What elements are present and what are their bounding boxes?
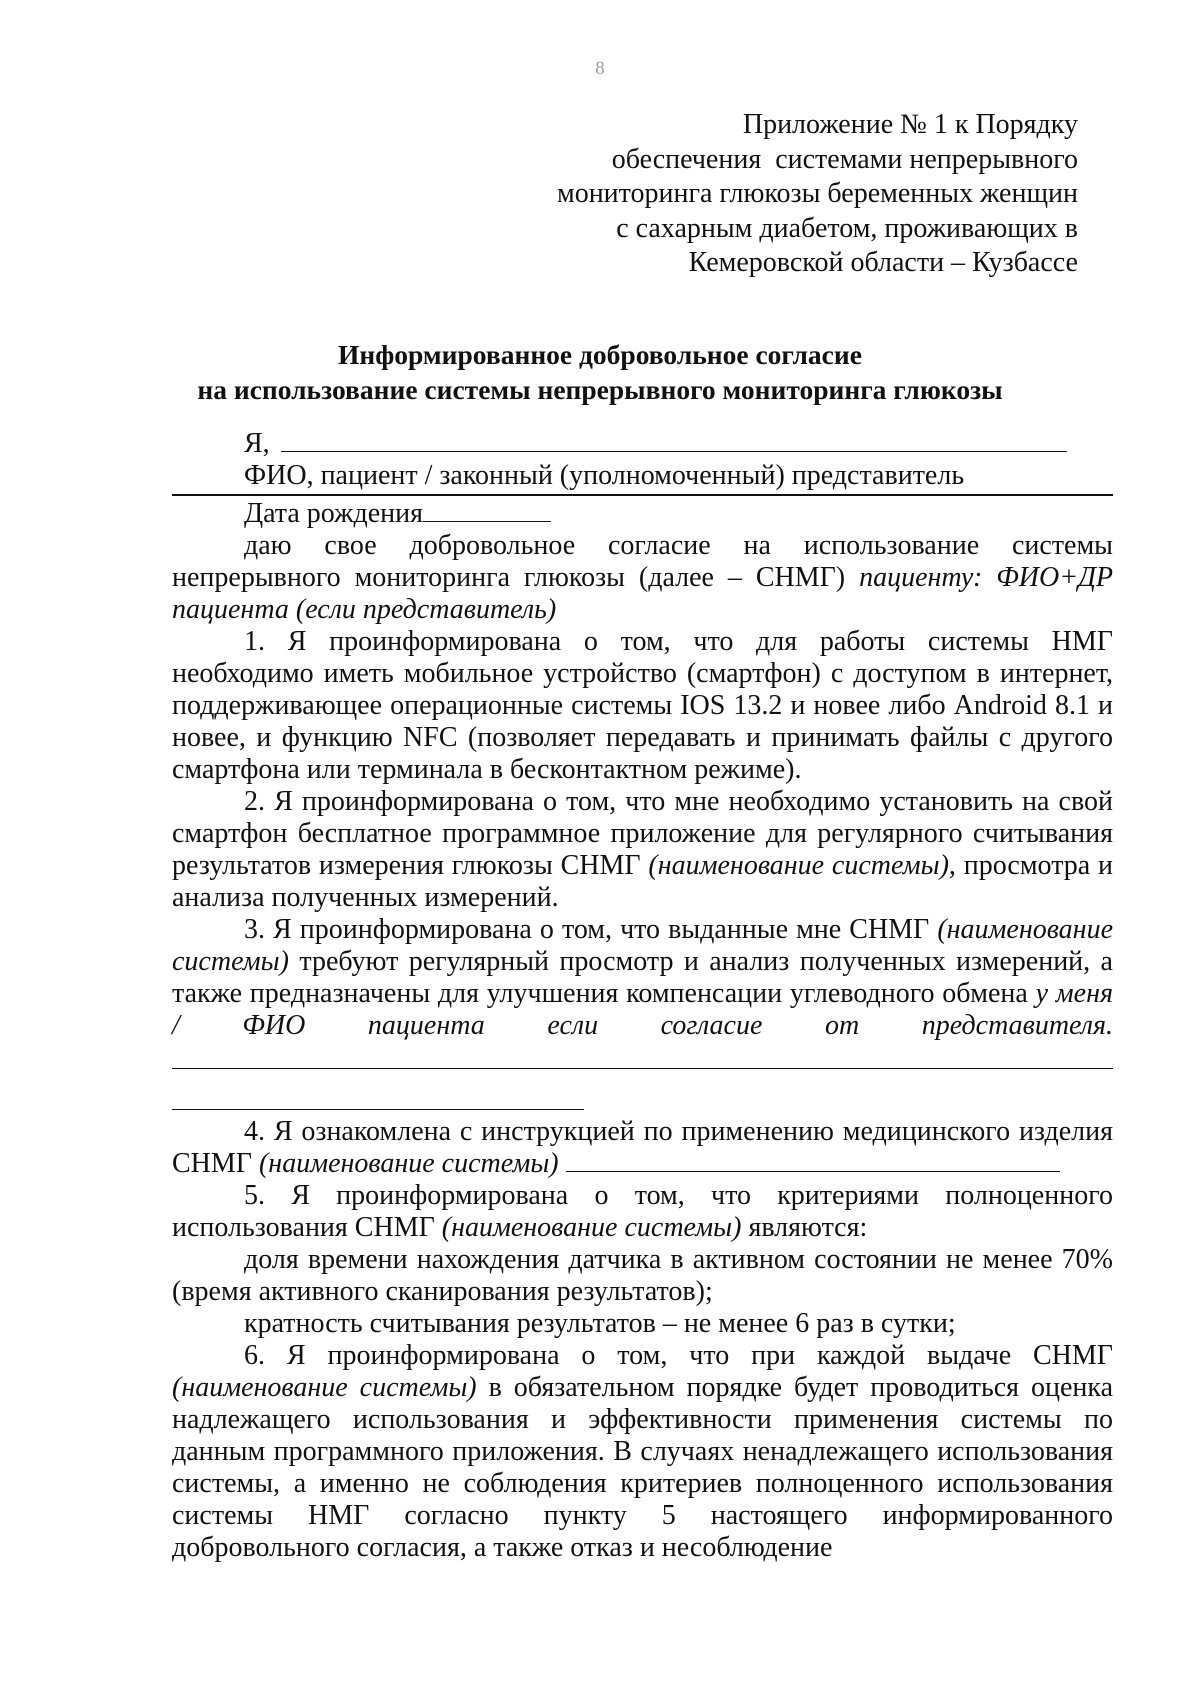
page-number: 8	[595, 58, 605, 79]
item-6-text-end: в обязательном порядке будет проводиться оценка надлежащего использования и эффективности применения системы по данным программного приложения. В случаях ненадлежащего использования системы, а именно не соблюдения критериев полноценного использования системы НМГ согласно пункту 5 настоящего информированного добровольного согласия, а также отказ и несоблюдение	[172, 1372, 1113, 1563]
ya-label: Я,	[244, 428, 270, 459]
consent-italic: пациенту: ФИО+ДР пациента (если представитель)	[172, 562, 1114, 625]
consent-paragraph	[172, 530, 1113, 626]
item-3-text-mid: требуют регулярный просмотр и анализ полученных измерений, а также предназначены для улучшения компенсации углеводного обмена	[172, 946, 1113, 1009]
item-2	[172, 786, 1113, 914]
item-3-italic: (наименование системы)	[172, 914, 1113, 977]
fio-caption: ФИО, пациент / законный (уполномоченный) представитель	[172, 460, 1113, 496]
item-2-text-end: , просмотра и анализа полученных измерений.	[172, 850, 1114, 913]
item-5-italic: (наименование системы)	[441, 1212, 742, 1243]
appendix-line: обеспечения системами непрерывного	[611, 143, 1078, 175]
item-4	[172, 1116, 1113, 1180]
name-field-row	[172, 428, 1113, 460]
item-4-text: 4. Я ознакомлена с инструкцией по применению медицинского изделия СНМГ	[172, 1116, 1113, 1179]
item-5-criterion-1: доля времени нахождения датчика в активном состоянии не менее 70% (время активного сканирования результатов);	[172, 1244, 1113, 1307]
item-3-italic-end: у меня / ФИО пациента если согласие от представителя.	[172, 978, 1113, 1041]
item-2-italic: (наименование системы)	[648, 850, 949, 881]
appendix-line: Приложение № 1 к Порядку	[742, 109, 1078, 140]
document-body	[172, 428, 1113, 1564]
title-line-1: Информированное добровольное согласие	[338, 339, 862, 370]
blank-line-full	[172, 1042, 1113, 1069]
appendix-line: мониторинга глюкозы беременных женщин	[556, 178, 1078, 209]
consent-text: даю свое добровольное согласие на использование системы непрерывного мониторинга глюкозы (далее – СНМГ)	[172, 530, 1113, 593]
item-2-text: 2. Я проинформирована о том, что мне необходимо установить на свой смартфон бесплатное программное приложение для регулярного считывания результатов измерения глюкозы СНМГ	[172, 786, 1113, 881]
title-line-2: на использование системы непрерывного мониторинга глюкозы	[197, 374, 1003, 405]
appendix-line: с сахарным диабетом, проживающих в	[616, 212, 1078, 244]
birth-date-label: Дата рождения	[244, 498, 423, 529]
item-4-italic: (наименование системы)	[258, 1148, 559, 1179]
birth-date-blank-line	[423, 520, 551, 522]
item-3	[172, 914, 1113, 1042]
item-5-text: 5. Я проинформирована о том, что критериями полноценного использования СНМГ	[172, 1180, 1113, 1243]
appendix-heading	[557, 108, 1078, 281]
item-3-text: 3. Я проинформирована о том, что выданные мне СНМГ	[244, 914, 930, 945]
blank-line-short	[172, 1079, 584, 1110]
item-5-text-end: являются:	[748, 1212, 868, 1243]
item-6	[172, 1340, 1113, 1564]
item-4-blank-line	[566, 1170, 1060, 1172]
name-blank-line	[281, 450, 1067, 452]
birth-date-row	[172, 498, 1113, 530]
document-title	[0, 337, 1200, 407]
appendix-line: Кемеровской области – Кузбассе	[688, 247, 1078, 278]
item-6-text: 6. Я проинформирована о том, что при каждой выдаче СНМГ	[244, 1340, 1113, 1371]
item-5-criterion-2: кратность считывания результатов – не менее 6 раз в сутки;	[244, 1308, 956, 1339]
item-1: 1. Я проинформирована о том, что для работы системы НМГ необходимо иметь мобильное устройство (смартфон) с доступом в интернет, поддерживающее операционные системы IOS 13.2 и новее либо Android 8.1 и новее, и функцию NFC (позволяет передавать и принимать файлы с другого смартфона или терминала в бесконтактном режиме).	[172, 626, 1113, 785]
item-6-italic: (наименование системы)	[172, 1372, 477, 1403]
item-5	[172, 1180, 1113, 1244]
